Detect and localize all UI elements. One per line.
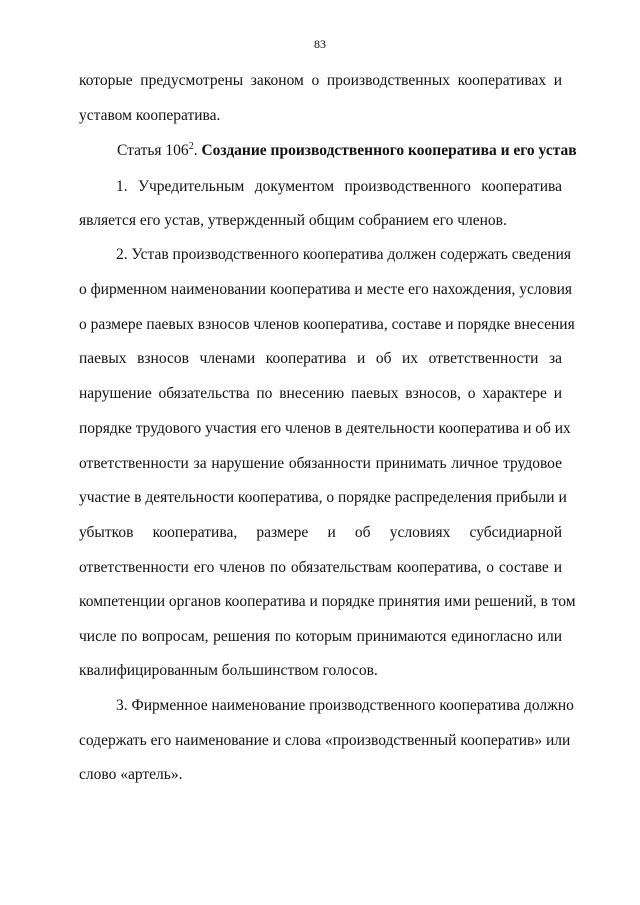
text-line: ответственности за нарушение обязанности принимать личное трудовое	[79, 455, 562, 472]
text-line: слово «артель».	[79, 766, 183, 783]
article-heading	[117, 141, 577, 160]
page-number: 83	[314, 37, 326, 51]
text-line: содержать его наименование и слова «производственный кооператив» или	[79, 732, 571, 749]
text-line: 1. Учредительным документом производственного кооператива	[116, 178, 562, 195]
text-line: о фирменном наименовании кооператива и месте его нахождения, условия	[79, 281, 573, 298]
text-line: которые предусмотрены законом о производственных кооперативах и	[79, 72, 562, 89]
text-line: числе по вопросам, решения по которым принимаются единогласно или	[79, 628, 562, 645]
text-line: уставом кооператива.	[79, 107, 221, 124]
text-line: 3. Фирменное наименование производственного кооператива должно	[116, 697, 574, 714]
text-line: убытков кооператива, размере и об условиях субсидиарной	[79, 524, 562, 541]
text-line: ответственности его членов по обязательствам кооператива, о составе и	[79, 559, 562, 576]
article-number-superscript: 2	[188, 141, 194, 152]
text-line: о размере паевых взносов членов кооператива, составе и порядке внесения	[79, 316, 575, 333]
text-line: паевых взносов членами кооператива и об их ответственности за	[79, 350, 562, 367]
text-line: нарушение обязательства по внесению паевых взносов, о характере и	[79, 385, 562, 402]
text-line: 2. Устав производственного кооператива должен содержать сведения	[116, 246, 572, 263]
article-title: Создание производственного кооператива и его устав	[201, 142, 577, 159]
text-line: порядке трудового участия его членов в деятельности кооператива и об их	[79, 420, 571, 437]
text-line: участие в деятельности кооператива, о порядке распределения прибыли и	[79, 489, 567, 506]
text-line: является его устав, утвержденный общим собранием его членов.	[79, 212, 507, 229]
article-number-dot: .	[193, 142, 198, 159]
text-line: квалифицированным большинством голосов.	[79, 662, 378, 679]
text-line: компетенции органов кооператива и порядке принятия ими решений, в том	[79, 593, 576, 610]
article-number: Статья 106	[117, 142, 189, 159]
